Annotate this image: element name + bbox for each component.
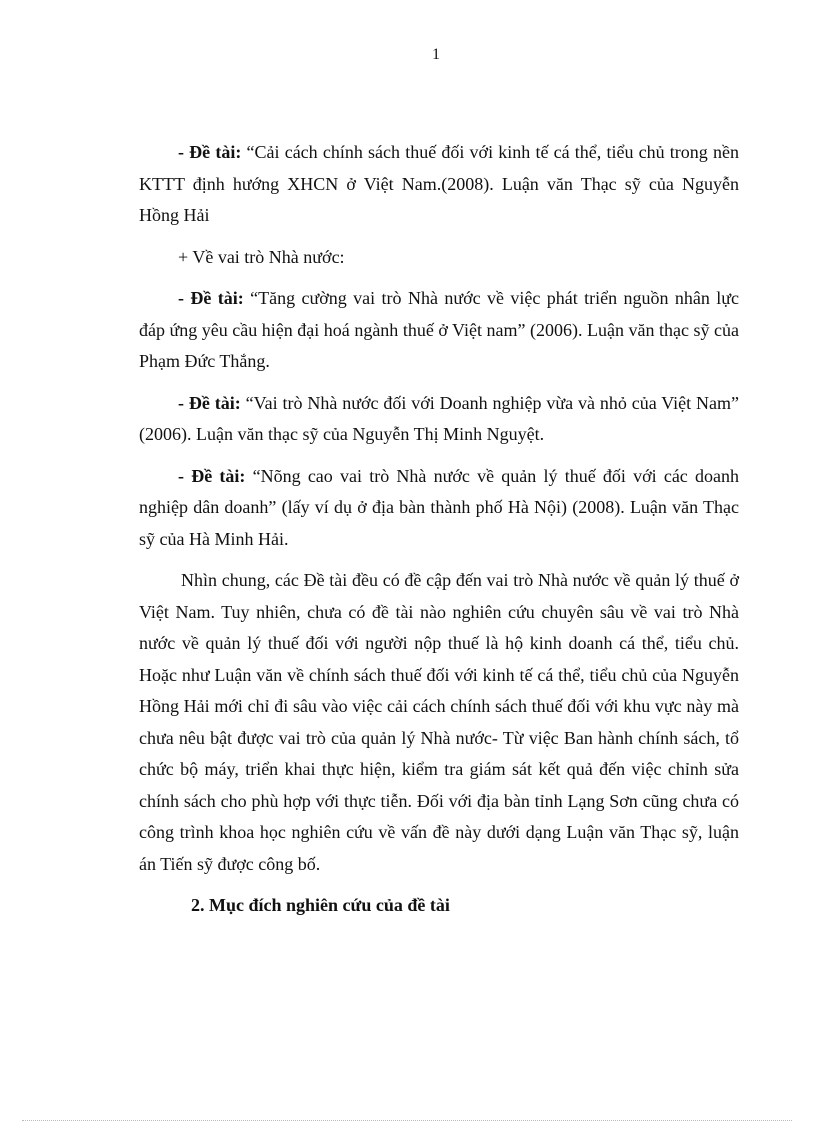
paragraph-text: “Nõng cao vai trò Nhà nước về quản lý thuế đối với các doanh nghiệp dân doanh” (lấy ví dụ ở địa bàn thành phố Hà Nội) (2008). Luận văn Thạc sỹ của Hà Minh Hải. bbox=[139, 465, 739, 549]
section-heading: 2. Mục đích nghiên cứu của đề tài bbox=[191, 895, 450, 915]
topic-prefix: - Đề tài: bbox=[178, 288, 244, 308]
paragraph-text: “Cải cách chính sách thuế đối với kinh tế cá thể, tiểu chủ trong nền KTTT định hướng XHCN ở Việt Nam.(2008). Luận văn Thạc sỹ của Nguyễn Hồng Hải bbox=[139, 142, 739, 225]
page-bottom-divider bbox=[22, 1120, 792, 1121]
paragraph-summary bbox=[139, 565, 739, 880]
topic-prefix: - Đề tài: bbox=[178, 392, 241, 413]
paragraph-text: “Tăng cường vai trò Nhà nước về việc phát triển nguồn nhân lực đáp ứng yêu cầu hiện đại hoá ngành thuế ở Việt nam” (2006). Luận văn thạc sỹ của Phạm Đức Thắng. bbox=[139, 288, 739, 371]
paragraph-text: Nhìn chung, các Đề tài đều có đề cập đến vai trò Nhà nước về quản lý thuế ở Việt Nam. Tuy nhiên, chưa có đề tài nào nghiên cứu chuyên sâu về vai trò Nhà nước về quản lý thuế đối với người nộp thuế là hộ kinh doanh cá thể, tiểu chủ. Hoặc như Luận văn về chính sách thuế đối với kinh tế cá thể, tiểu chủ của Nguyễn Hồng Hải mới chỉ đi sâu vào việc cải cách chính sách thuế đối với khu vực này mà chưa nêu bật được vai trò của quản lý Nhà nước- Từ việc Ban hành chính sách, tổ chức bộ máy, triển khai thực hiện, kiểm tra giám sát kết quả đến việc chỉnh sửa chính sách cho phù hợp với thực tiễn. Đối với địa bàn tỉnh Lạng Sơn cũng chưa có công trình khoa học nghiên cứu về vấn đề này dưới dạng Luận văn Thạc sỹ, luận án Tiến sỹ được công bố. bbox=[139, 570, 739, 874]
topic-prefix: - Đề tài: bbox=[178, 465, 246, 486]
paragraph-topic-human-resources bbox=[139, 283, 739, 378]
paragraph-text: “Vai trò Nhà nước đối với Doanh nghiệp vừa và nhỏ của Việt Nam” (2006). Luận văn thạc sỹ của Nguyễn Thị Minh Nguyệt. bbox=[139, 392, 739, 444]
paragraph-topic-tax-reform bbox=[139, 137, 739, 232]
paragraph-state-role-label bbox=[139, 242, 739, 274]
page-number: 1 bbox=[432, 46, 440, 63]
topic-prefix: - Đề tài: bbox=[178, 142, 242, 162]
paragraph-topic-private-enterprise bbox=[139, 461, 739, 556]
paragraph-topic-sme bbox=[139, 388, 739, 451]
paragraph-text: + Về vai trò Nhà nước: bbox=[178, 246, 345, 267]
document-body bbox=[139, 137, 739, 922]
